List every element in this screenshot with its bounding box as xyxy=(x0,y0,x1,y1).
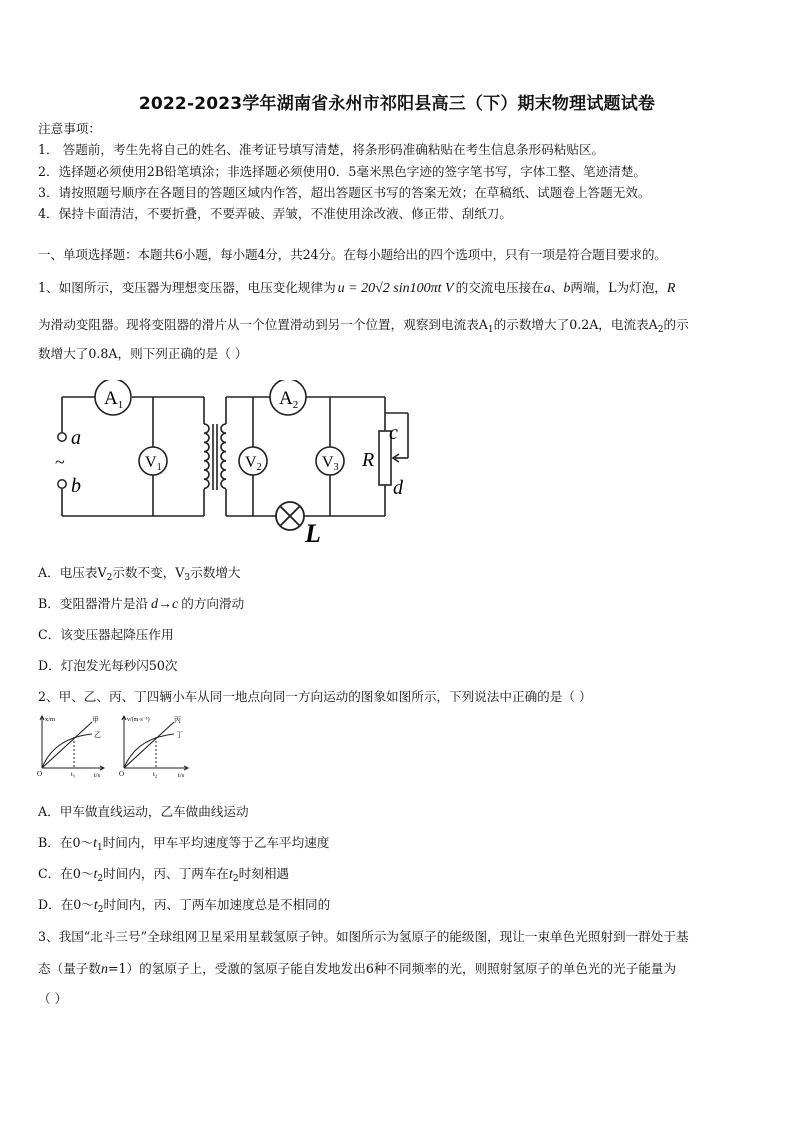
ammeter-a1-label: $A_1$ xyxy=(104,388,124,411)
q1-line3: 数增大了0.8A，则下列正确的是（ ） xyxy=(38,346,248,361)
ammeter-a2-label: $A_2$ xyxy=(279,388,299,411)
section-heading: 一、单项选择题：本题共6小题，每小题4分，共24分。在每小题给出的四个选项中，只有一项是符合题目要求的。 xyxy=(38,247,667,262)
page-title: 2022-2023学年湖南省永州市祁阳县高三（下）期末物理试题试卷 xyxy=(138,94,656,114)
q1-text-line2a: 为滑动变阻器。现将变阻器的滑片从一个位置滑动到另一个位置，观察到电流表A xyxy=(38,317,488,332)
q1-option-c: C．该变压器起降压作用 xyxy=(38,627,174,642)
q1-var-a: a xyxy=(543,281,551,296)
label-L: L xyxy=(305,519,321,548)
graph1-t1: $t_1$ xyxy=(71,771,76,779)
q1-sub1: 1 xyxy=(487,325,494,335)
q2-graph-x-t xyxy=(34,712,108,780)
q2-option-d: D．在$0\sim t_2$时间内，丙、丁两车加速度总是不相同的 xyxy=(38,897,331,915)
q1-text-line2c: 的示 xyxy=(663,317,689,332)
q1-sep: 、 xyxy=(550,280,564,295)
label-R: R xyxy=(362,449,375,471)
notice-item-4: 4．保持卡面清洁，不要折叠，不要弄破、弄皱，不准使用涂改液、修正带、刮纸刀。 xyxy=(38,206,512,221)
q1-var-b: b xyxy=(563,281,571,296)
q2-option-b: B．在$0\sim t_1$时间内，甲车平均速度等于乙车平均速度 xyxy=(38,835,330,853)
q3-line1: 3、我国“北斗三号”全球组网卫星采用星载氢原子钟。如图所示为氢原子的能级图，现让一束单色光照射到一群处于基 xyxy=(38,929,689,944)
graph2-ylabel: v/(m·s⁻¹) xyxy=(127,717,150,723)
q1-line1 xyxy=(38,277,675,297)
q1-sub2: 2 xyxy=(657,325,664,335)
q2-option-c: C．在$0\sim t_2$时间内，丙、丁两车在$t_2$时刻相遇 xyxy=(38,866,289,884)
q1-text-c: 两端，L为灯泡， xyxy=(570,280,667,295)
graph2-t2: $t_2$ xyxy=(153,771,158,779)
q3-line2: 态（量子数n=1）的氢原子上，受激的氢原子能自发地发出6种不同频率的光，则照射氢原子的单色光的光子能量为 xyxy=(38,961,677,977)
graph1-origin: O xyxy=(37,770,43,778)
label-c: c xyxy=(389,422,398,444)
notice-item-1: 1． 答题前，考生先将自己的姓名、准考证号填写清楚，将条形码准确粘贴在考生信息条形码粘贴区。 xyxy=(38,142,605,157)
notice-heading: 注意事项： xyxy=(38,121,101,136)
graph2-origin: O xyxy=(119,770,125,778)
voltmeter-v1-label: V1 xyxy=(145,454,162,473)
q2-graph-v-t xyxy=(116,712,192,780)
q1-formula: u = 20√2 sin100πt V xyxy=(337,281,454,296)
q1-line2 xyxy=(38,314,689,335)
graph2-xlabel: t/s xyxy=(178,772,185,779)
q1-option-b: B．变阻器滑片是沿 d→c 的方向滑动 xyxy=(38,596,245,612)
voltmeter-v3-label: V3 xyxy=(322,454,339,473)
graph2-series-ding: 丁 xyxy=(176,731,183,739)
q1-option-a: A．电压表$V_2$示数不变，$V_3$示数增大 xyxy=(38,565,241,583)
ac-source-symbol: ~ xyxy=(55,452,65,472)
q2-option-a: A．甲车做直线运动，乙车做曲线运动 xyxy=(38,804,249,819)
terminal-a-icon xyxy=(58,433,66,441)
q1-text-b: 的交流电压接在 xyxy=(455,280,544,295)
q1-text-line2b: 的示数增大了0.2A，电流表A xyxy=(493,317,658,332)
q1-var-R: R xyxy=(666,281,676,296)
graph2-series-bing: 丙 xyxy=(174,716,181,724)
notice-item-2: 2．选择题必须使用2B铅笔填涂；非选择题必须使用0．5毫米黑色字迹的签字笔书写，字体工整、笔迹清楚。 xyxy=(38,164,647,179)
q3-line3: （ ） xyxy=(38,991,68,1006)
graph1-series-yi: 乙 xyxy=(94,731,101,739)
graph1-ylabel: x/m xyxy=(45,716,56,723)
graph1-xlabel: t/s xyxy=(94,772,101,779)
label-d: d xyxy=(393,477,403,499)
terminal-b-icon xyxy=(58,480,66,488)
transformer-circuit-diagram xyxy=(50,380,420,550)
q2-stem: 2、甲、乙、丙、丁四辆小车从同一地点向同一方向运动的图象如图所示，下列说法中正确的是（ ） xyxy=(38,689,592,704)
label-a: a xyxy=(71,427,81,449)
q1-text-a: 1、如图所示，变压器为理想变压器，电压变化规律为 xyxy=(38,280,336,295)
voltmeter-v2-label: V2 xyxy=(245,454,262,473)
notice-item-3: 3．请按照题号顺序在各题目的答题区域内作答，超出答题区书写的答案无效；在草稿纸、试题卷上答题无效。 xyxy=(38,185,651,200)
graph1-series-jia: 甲 xyxy=(92,716,99,724)
q1-option-d: D．灯泡发光每秒闪50次 xyxy=(38,658,178,673)
label-b: b xyxy=(71,475,81,497)
